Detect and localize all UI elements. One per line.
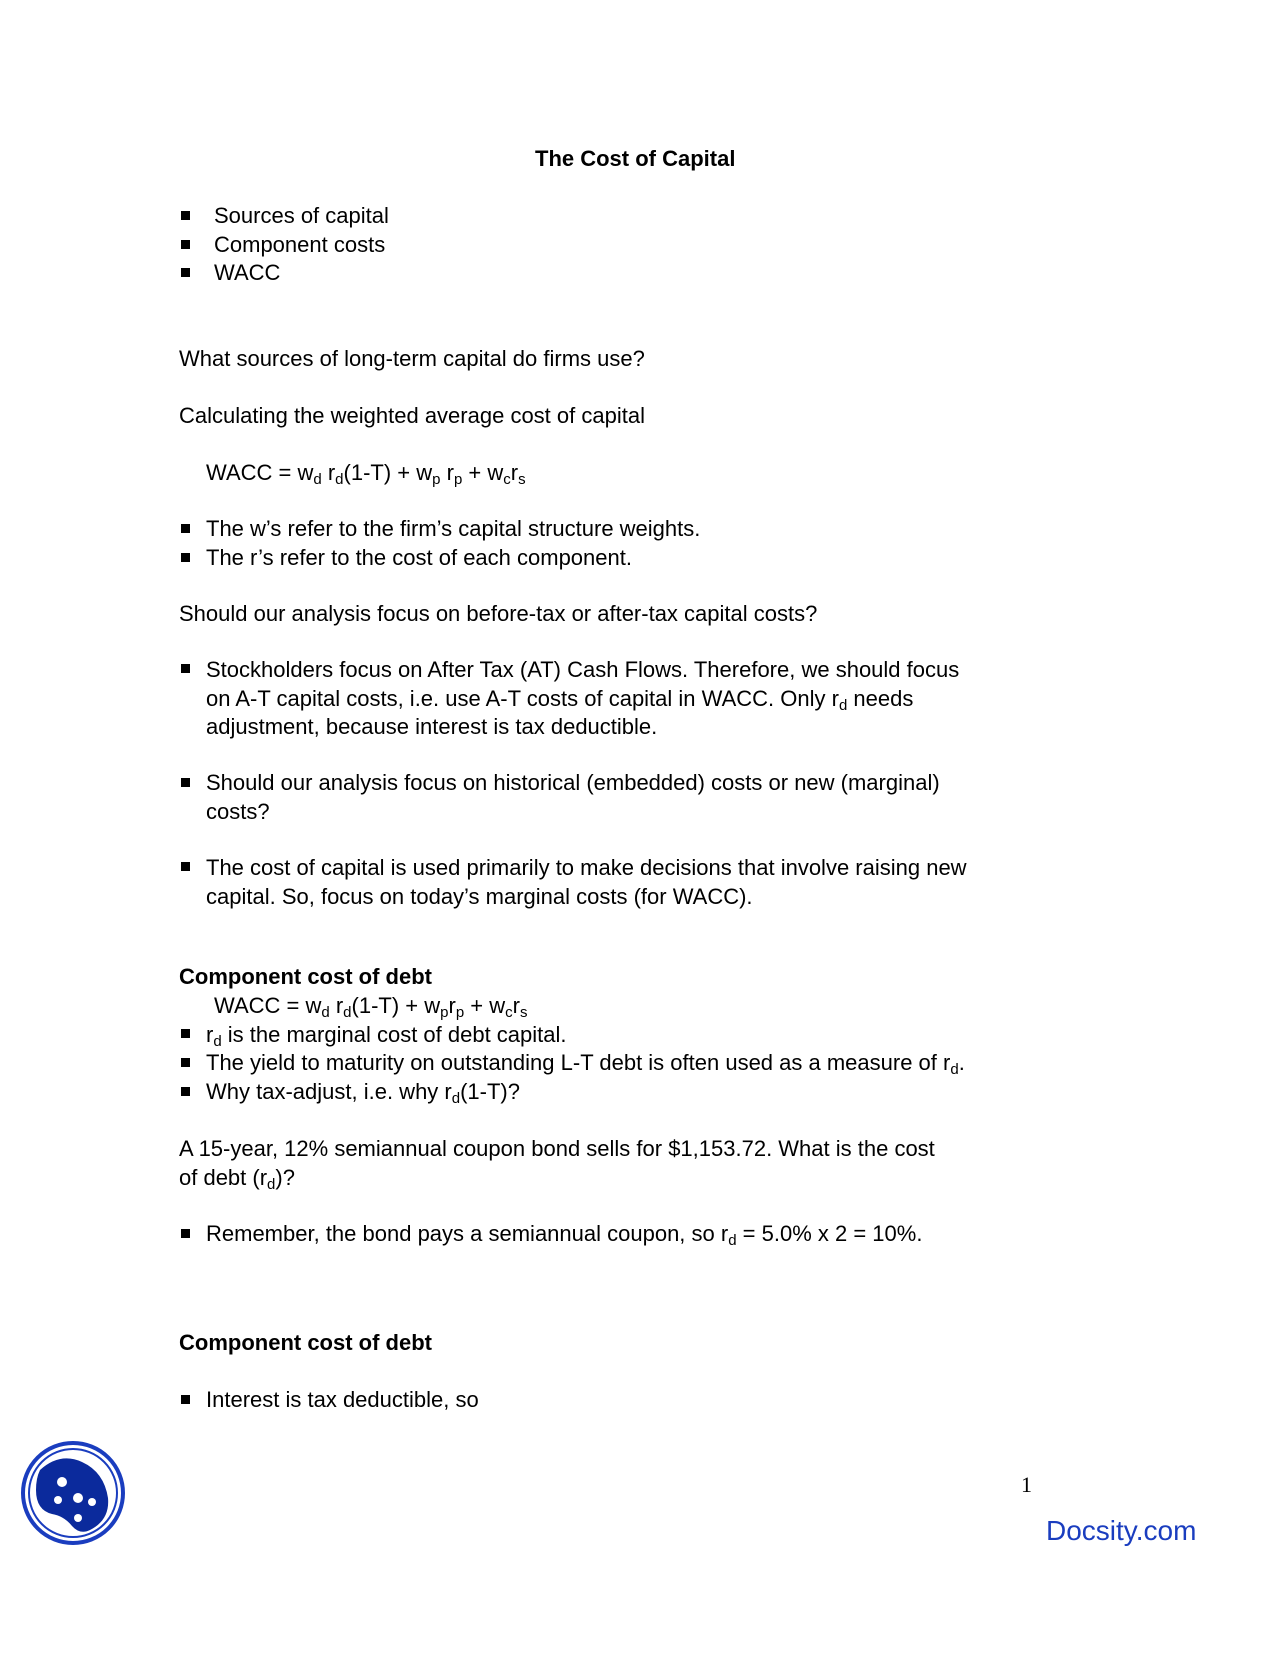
interest-bullet: Interest is tax deductible, so — [206, 1387, 479, 1412]
page-number: 1 — [1021, 1472, 1032, 1497]
stockholders-line3: adjustment, because interest is tax deductible. — [206, 714, 658, 739]
section-heading-debt: Component cost of debt — [179, 964, 432, 989]
weights-bullet: The w’s refer to the firm’s capital structure weights. — [206, 516, 701, 541]
primarily-line2: capital. So, focus on today’s marginal costs (for WACC). — [206, 884, 753, 909]
bullet-icon — [181, 1029, 190, 1038]
page-title: The Cost of Capital — [535, 146, 736, 171]
outline-item: Sources of capital — [214, 203, 389, 228]
stockholders-line2: on A-T capital costs, i.e. use A-T costs of capital in WACC. Only $r_d$ needs — [206, 686, 914, 714]
bullet-icon — [181, 211, 190, 220]
remember-bullet: Remember, the bond pays a semiannual coupon, so $r_d = 5.0\%$ x 2 = 10%. — [206, 1221, 923, 1249]
section-heading-debt-2: Component cost of debt — [179, 1330, 432, 1355]
historical-line2: costs? — [206, 799, 270, 824]
bullet-icon — [181, 524, 190, 533]
docsity-logo-icon — [20, 1440, 126, 1546]
docsity-link[interactable]: Docsity.com — [1046, 1515, 1197, 1546]
bullet-icon — [181, 240, 190, 249]
wacc-formula: WACC = $w_d$ $r_d(1-T) + w_p$ $r_p + w_cr_s$ — [206, 460, 526, 488]
bullet-icon — [181, 778, 190, 787]
outline-item: WACC — [214, 260, 281, 285]
calc-intro: Calculating the weighted average cost of capital — [179, 403, 645, 428]
primarily-line1: The cost of capital is used primarily to make decisions that involve raising new — [206, 855, 967, 880]
debt-bullet-ytm: The yield to maturity on outstanding L-T debt is often used as a measure of $r_d$. — [206, 1050, 965, 1078]
component-bullet: The r’s refer to the cost of each component. — [206, 545, 632, 570]
tax-question: Should our analysis focus on before-tax or after-tax capital costs? — [179, 601, 818, 626]
bullet-icon — [181, 1395, 190, 1404]
bond-question-line2: of debt $(r_d)$? — [179, 1165, 295, 1193]
bullet-icon — [181, 268, 190, 277]
bullet-icon — [181, 1058, 190, 1067]
outline-item: Component costs — [214, 232, 386, 257]
stockholders-line1: Stockholders focus on After Tax (AT) Cash Flows. Therefore, we should focus — [206, 657, 960, 682]
debt-bullet-marginal: $r_d$ is the marginal cost of debt capital. — [206, 1022, 567, 1050]
bullet-icon — [181, 553, 190, 562]
bullet-icon — [181, 1087, 190, 1096]
bullet-icon — [181, 862, 190, 871]
historical-line1: Should our analysis focus on historical (embedded) costs or new (marginal) — [206, 770, 940, 795]
debt-bullet-taxadjust: Why tax-adjust, i.e. why $r_d(1-T)$? — [206, 1079, 520, 1107]
wacc-formula-2: WACC = $w_d$ $r_d(1-T) + w_pr_p + w_cr_s$ — [214, 993, 528, 1021]
sources-question: What sources of long-term capital do firms use? — [179, 346, 645, 371]
bond-question-line1: A 15-year, 12% semiannual coupon bond sells for $1,153.72. What is the cost — [179, 1136, 935, 1161]
bullet-icon — [181, 1229, 190, 1238]
bullet-icon — [181, 664, 190, 673]
